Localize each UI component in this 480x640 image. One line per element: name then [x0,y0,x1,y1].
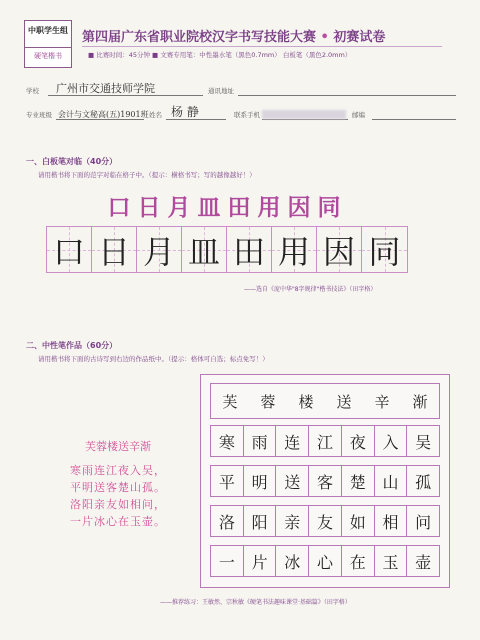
work-char: 夜 [342,426,375,456]
grid-cell [137,227,182,272]
model-poem-line: 寒雨连江夜入吴， [70,464,166,477]
contact-label: 通讯地址 [208,87,234,95]
model-char: 口 [107,194,131,221]
model-char: 因 [287,194,311,221]
phone-field-line [262,119,348,120]
work-char: 山 [375,466,408,496]
major-label: 专业班级 [26,111,52,119]
work-title-char: 芙 [222,392,238,411]
work-char: 友 [309,506,342,536]
work-char: 送 [276,466,309,496]
work-title-box [210,383,440,419]
written-char: 月 [142,232,175,271]
work-title-char: 送 [336,392,352,411]
major-value: 会计与文秘高(五)1901班 [58,110,149,119]
model-poem-title: 芙蓉楼送辛渐 [85,440,151,453]
grid-cell [272,227,317,272]
work-paper [200,374,450,588]
grid-cell [362,227,407,272]
logo-top-text: 中职学生组 [28,26,68,35]
form-row-major [26,104,456,122]
model-poem-line: 平明送客楚山孤。 [70,481,166,494]
model-char: 月 [167,194,191,221]
work-char: 冰 [276,546,309,576]
model-char: 同 [317,194,341,221]
work-char: 在 [342,546,375,576]
title-main: 第四届广东省职业院校汉字书写技能大赛 [82,30,317,45]
name-label: 姓名 [149,111,162,119]
name-value: 杨 静 [171,105,199,119]
competition-logo [24,20,72,68]
grid-cell [182,227,227,272]
work-char: 玉 [375,546,408,576]
section1-instruction: 请用楷书将下面的范字对临在格子中。（提示：横格书写；写的越像越好！） [38,171,256,179]
work-char: 客 [309,466,342,496]
written-char: 日 [97,232,130,271]
model-poem [58,438,178,530]
work-char: 明 [244,466,277,496]
grid-cell [317,227,362,272]
work-char: 壶 [415,552,432,572]
work-char: 江 [309,426,342,456]
school-value: 广州市交通技师学院 [56,82,155,95]
work-char: 阳 [244,506,277,536]
written-char: 用 [277,232,310,271]
work-char: 心 [309,546,342,576]
work-char: 一 [211,546,244,576]
work-title-char: 楼 [298,392,314,411]
work-title-char: 辛 [374,392,390,411]
title-divider [82,46,442,47]
written-char: 田 [232,232,265,271]
work-char: 吴 [415,432,432,452]
work-char: 亲 [276,506,309,536]
section2-heading: 二、中性笔作品（60分） [26,341,118,350]
phone-label: 联系手机 [234,111,260,119]
section2-instruction: 请用楷书将下面的古诗写到右边的作品纸中。（提示：格体可自选；标点免写！） [38,355,269,363]
exam-info: ■ 比赛时间：45分钟 ■ 文赛专用笔：中性墨水笔（黑色0.7mm） 白板笔（黑色2.0mm） [88,51,352,59]
form-row-school [26,80,456,98]
written-char: 皿 [187,232,220,271]
work-row [210,505,440,537]
model-char: 用 [257,194,281,221]
model-char: 日 [137,194,161,221]
postcode-field-line [372,119,456,120]
grid-cell [92,227,137,272]
work-title-char: 渐 [412,392,428,411]
grid-cell [47,227,92,272]
work-char: 问 [415,512,432,532]
work-char: 平 [211,466,244,496]
work-row [210,425,440,457]
written-char: 同 [368,232,401,271]
contact-field-line [238,95,456,96]
work-char: 孤 [415,472,432,492]
model-char: 皿 [197,194,221,221]
section1-model-chars [104,190,344,220]
section1-writing-grid [46,226,408,273]
model-poem-line: 洛阳亲友如相问， [70,498,166,511]
work-char: 如 [342,506,375,536]
postcode-label: 邮编 [352,111,365,119]
work-row [210,545,440,577]
written-char: 因 [322,232,355,271]
logo-bottom-text: 硬笔楷书 [25,47,71,61]
model-char: 田 [227,194,251,221]
work-char: 楚 [342,466,375,496]
section1-heading: 一、白板笔对临（40分） [26,157,118,166]
title-separator: • [320,30,329,45]
model-poem-line: 一片冰心在玉壶。 [70,515,166,528]
grid-cell [227,227,272,272]
work-char: 寒 [211,426,244,456]
page-title [82,26,385,45]
work-char: 雨 [244,426,277,456]
work-char: 连 [276,426,309,456]
work-char: 洛 [211,506,244,536]
section1-source: ——选自《庞中华"8字规律"楷书技法》（田字格） [244,286,377,293]
title-sub: 初赛试卷 [333,30,386,45]
work-char: 相 [375,506,408,536]
section2-footer: ——推荐练习：王敏然、宗秋敏《硬笔书法趣味课堂·基础篇》（田字格） [160,599,351,606]
written-char: 口 [52,232,85,271]
work-char: 片 [244,546,277,576]
school-label: 学校 [26,87,39,95]
work-char: 入 [375,426,408,456]
work-row [210,465,440,497]
work-title-char: 蓉 [260,392,276,411]
phone-redacted [262,110,346,119]
